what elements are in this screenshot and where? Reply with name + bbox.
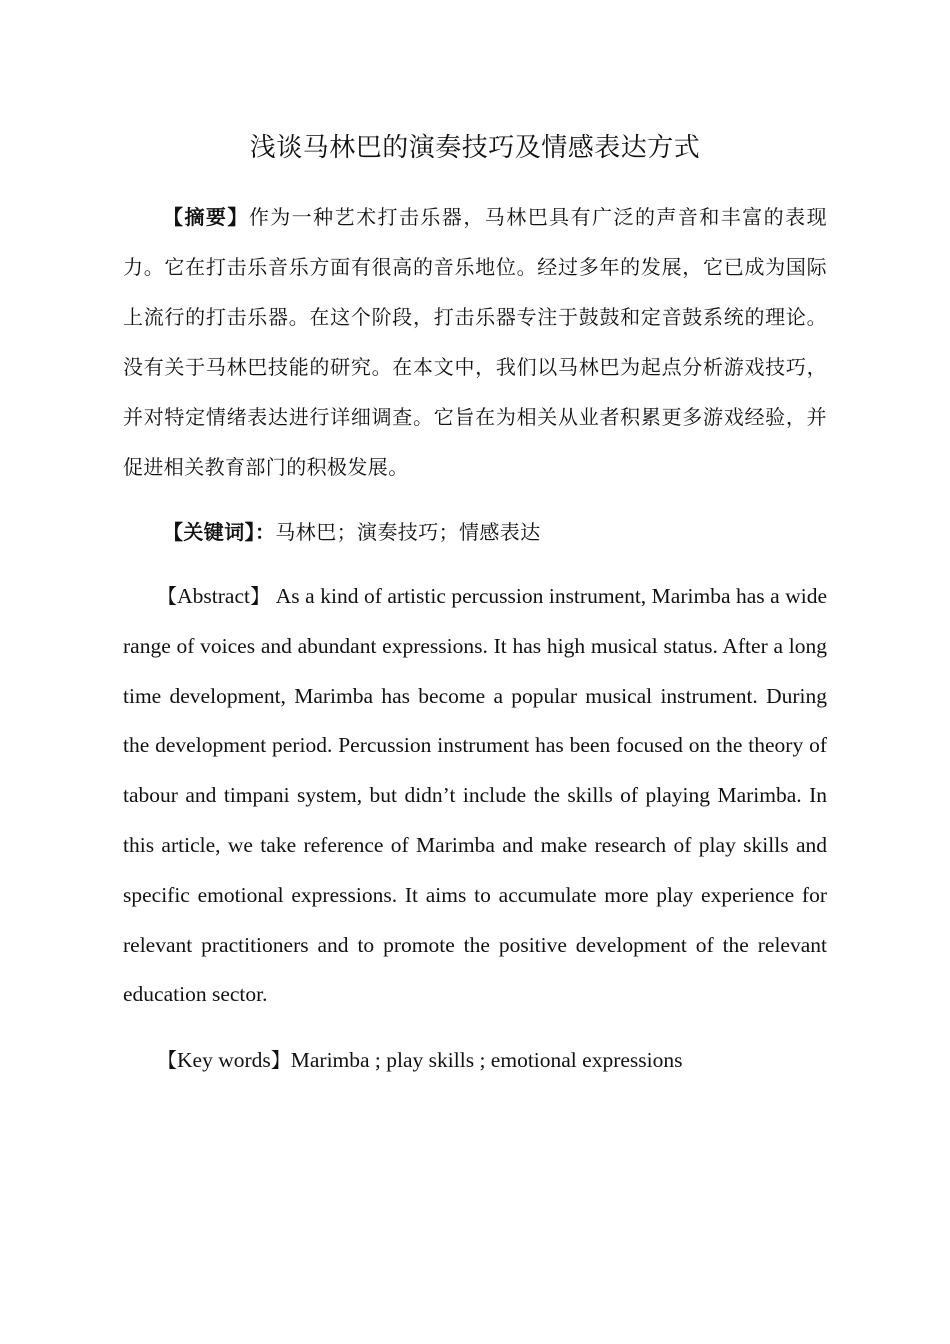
english-keywords-bracket-open: 【 bbox=[157, 1048, 177, 1072]
chinese-abstract bbox=[123, 192, 827, 492]
english-abstract bbox=[123, 572, 827, 1020]
chinese-abstract-text: 作为一种艺术打击乐器，马林巴具有广泛的声音和丰富的表现力。它在打击乐音乐方面有很高的音乐地位。经过多年的发展，它已成为国际上流行的打击乐器。在这个阶段，打击乐器专注于鼓鼓和定音鼓系统的理论。没有关于马林巴技能的研究。在本文中，我们以马林巴为起点分析游戏技巧，并对特定情绪表达进行详细调查。它旨在为相关从业者积累更多游戏经验，并促进相关教育部门的积极发展。 bbox=[123, 205, 827, 479]
english-keywords-label: Key words bbox=[177, 1048, 271, 1072]
chinese-keywords-text: 马林巴；演奏技巧；情感表达 bbox=[275, 520, 541, 544]
english-abstract-text: As a kind of artistic percussion instrument, Marimba has a wide range of voices and abundant expressions. It has high musical status. After a long time development, Marimba has become a popular musical instrument. During the development period. Percussion instrument has been focused on the theory of tabour and timpani system, but didn’t include the skills of playing Marimba. In this article, we take reference of Marimba and make research of play skills and specific emotional expressions. It aims to accumulate more play experience for relevant practitioners and to promote the positive development of the relevant education sector. bbox=[123, 584, 828, 1007]
english-abstract-bracket-close: 】 bbox=[249, 584, 271, 608]
chinese-keywords bbox=[123, 507, 827, 557]
chinese-keywords-label: 【关键词】： bbox=[163, 520, 276, 544]
english-abstract-bracket-open: 【 bbox=[157, 584, 178, 608]
paper-title: 浅谈马林巴的演奏技巧及情感表达方式 bbox=[249, 133, 701, 163]
chinese-abstract-label: 【摘要】 bbox=[163, 205, 249, 229]
english-keywords bbox=[123, 1036, 827, 1086]
english-keywords-text: Marimba ; play skills ; emotional expressions bbox=[290, 1048, 683, 1072]
english-keywords-bracket-close: 】 bbox=[270, 1048, 291, 1072]
english-abstract-label: Abstract bbox=[177, 584, 250, 608]
